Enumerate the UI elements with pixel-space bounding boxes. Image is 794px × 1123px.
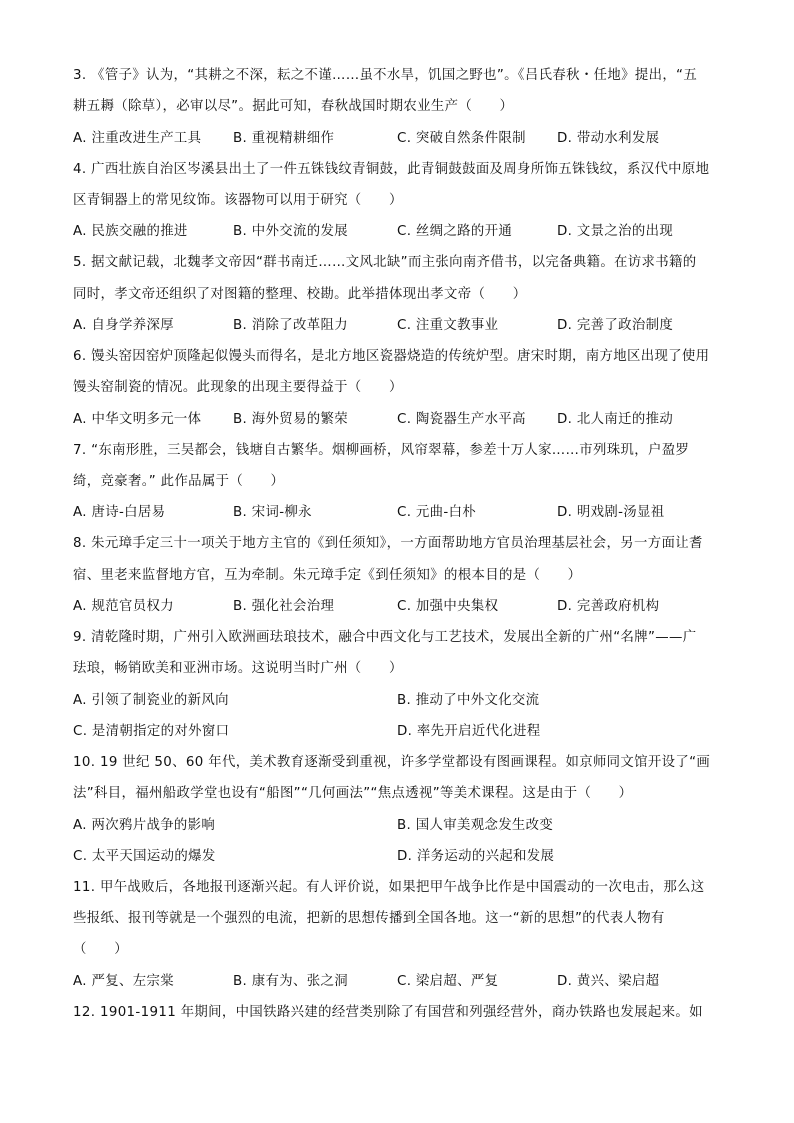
question-5-option-a[interactable]: A. 自身学养深厚 xyxy=(73,318,174,333)
question-8-option-a[interactable]: A. 规范官员权力 xyxy=(73,599,174,614)
question-4-line-1: 4. 广西壮族自治区岑溪县出土了一件五铢钱纹青铜鼓，此青铜鼓鼓面及周身所饰五铢钱纹，系汉代中原地 xyxy=(73,162,710,177)
question-9-option-b[interactable]: B. 推动了中外文化交流 xyxy=(397,693,540,708)
question-4-line-2: 区青铜器上的常见纹饰。该器物可以用于研究（ ） xyxy=(73,193,403,208)
question-7-line-1: 7. “东南形胜，三吴都会，钱塘自古繁华。烟柳画桥，风帘翠幕，参差十万人家……市列珠玑，户盈罗 xyxy=(73,443,690,458)
question-12-line-1: 12. 1901-1911 年期间，中国铁路兴建的经营类别除了有国营和列强经营外，商办铁路也发展起来。如 xyxy=(73,1005,703,1020)
question-3-line-2: 耕五耨（除草），必审以尽”。据此可知，春秋战国时期农业生产（ ） xyxy=(73,99,514,114)
question-6-option-d[interactable]: D. 北人南迁的推动 xyxy=(557,412,674,427)
question-9-option-a[interactable]: A. 引领了制瓷业的新风向 xyxy=(73,693,229,708)
question-5-line-2: 同时，孝文帝还组织了对图籍的整理、校勘。此举措体现出孝文帝（ ） xyxy=(73,287,527,302)
question-10-option-c[interactable]: C. 太平天国运动的爆发 xyxy=(73,849,216,864)
question-4-option-a[interactable]: A. 民族交融的推进 xyxy=(73,224,188,239)
question-7-option-c[interactable]: C. 元曲-白朴 xyxy=(397,505,477,520)
question-7-line-2: 绮，竞豪奢。” 此作品属于（ ） xyxy=(73,474,285,489)
question-11-line-2: 些报纸、报刊等就是一个强烈的电流，把新的思想传播到全国各地。这一“新的思想”的代表人物有 xyxy=(73,911,665,926)
question-3-option-c[interactable]: C. 突破自然条件限制 xyxy=(397,131,526,146)
question-4-option-d[interactable]: D. 文景之治的出现 xyxy=(557,224,674,239)
question-10-line-1: 10. 19 世纪 50、60 年代，美术教育逐渐受到重视，许多学堂都设有图画课程。如京师同文馆开设了“画 xyxy=(73,755,711,770)
question-10-option-b[interactable]: B. 国人审美观念发生改变 xyxy=(397,818,554,833)
question-3-option-d[interactable]: D. 带动水利发展 xyxy=(557,131,660,146)
question-4-option-b[interactable]: B. 中外交流的发展 xyxy=(233,224,348,239)
question-8-line-2: 宿、里老来监督地方官，互为牵制。朱元璋手定《到任须知》的根本目的是（ ） xyxy=(73,568,582,583)
question-11-option-a[interactable]: A. 严复、左宗棠 xyxy=(73,974,174,989)
question-6-line-1: 6. 馒头窑因窑炉顶隆起似馒头而得名，是北方地区瓷器烧造的传统炉型。唐宋时期，南方地区出现了使用 xyxy=(73,349,710,364)
question-6-option-a[interactable]: A. 中华文明多元一体 xyxy=(73,412,202,427)
question-5-option-c[interactable]: C. 注重文教事业 xyxy=(397,318,499,333)
question-11-line-3: （ ） xyxy=(73,942,128,957)
question-3-option-b[interactable]: B. 重视精耕细作 xyxy=(233,131,335,146)
question-11-line-1: 11. 甲午战败后，各地报刊逐渐兴起。有人评价说，如果把甲午战争比作是中国震动的一次电击，那么这 xyxy=(73,880,705,895)
question-8-option-b[interactable]: B. 强化社会治理 xyxy=(233,599,335,614)
question-6-line-2: 馒头窑制瓷的情况。此现象的出现主要得益于（ ） xyxy=(73,380,403,395)
question-3-line-1: 3. 《管子》认为，“其耕之不深，耘之不谨……虽不水旱，饥国之野也”。《吕氏春秋・任地》提出，“五 xyxy=(73,68,698,83)
question-11-option-c[interactable]: C. 梁启超、严复 xyxy=(397,974,499,989)
question-3-option-a[interactable]: A. 注重改进生产工具 xyxy=(73,131,202,146)
question-7-option-d[interactable]: D. 明戏剧-汤显祖 xyxy=(557,505,665,520)
question-7-option-a[interactable]: A. 唐诗-白居易 xyxy=(73,505,166,520)
question-5-option-b[interactable]: B. 消除了改革阻力 xyxy=(233,318,348,333)
question-10-option-d[interactable]: D. 洋务运动的兴起和发展 xyxy=(397,849,555,864)
question-5-option-d[interactable]: D. 完善了政治制度 xyxy=(557,318,674,333)
question-9-option-d[interactable]: D. 率先开启近代化进程 xyxy=(397,724,541,739)
question-6-option-b[interactable]: B. 海外贸易的繁荣 xyxy=(233,412,348,427)
question-9-option-c[interactable]: C. 是清朝指定的对外窗口 xyxy=(73,724,230,739)
question-8-option-c[interactable]: C. 加强中央集权 xyxy=(397,599,499,614)
question-9-line-1: 9. 清乾隆时期，广州引入欧洲画珐琅技术，融合中西文化与工艺技术，发展出全新的广州“名牌”——广 xyxy=(73,630,697,645)
question-4-option-c[interactable]: C. 丝绸之路的开通 xyxy=(397,224,513,239)
question-5-line-1: 5. 据文献记载，北魏孝文帝因“群书南迁……文风北缺”而主张向南齐借书，以完备典籍。在访求书籍的 xyxy=(73,255,697,270)
question-6-option-c[interactable]: C. 陶瓷器生产水平高 xyxy=(397,412,526,427)
question-8-option-d[interactable]: D. 完善政府机构 xyxy=(557,599,660,614)
question-10-line-2: 法”科目，福州船政学堂也设有“船图”“几何画法”“焦点透视”等美术课程。这是由于（ ） xyxy=(73,786,633,801)
question-7-option-b[interactable]: B. 宋词-柳永 xyxy=(233,505,312,520)
question-9-line-2: 珐琅，畅销欧美和亚洲市场。这说明当时广州（ ） xyxy=(73,661,403,676)
question-10-option-a[interactable]: A. 两次鸦片战争的影响 xyxy=(73,818,216,833)
question-8-line-1: 8. 朱元璋手定三十一项关于地方主官的《到任须知》，一方面帮助地方官员治理基层社会，另一方面让耆 xyxy=(73,536,703,551)
question-11-option-b[interactable]: B. 康有为、张之洞 xyxy=(233,974,348,989)
question-11-option-d[interactable]: D. 黄兴、梁启超 xyxy=(557,974,660,989)
